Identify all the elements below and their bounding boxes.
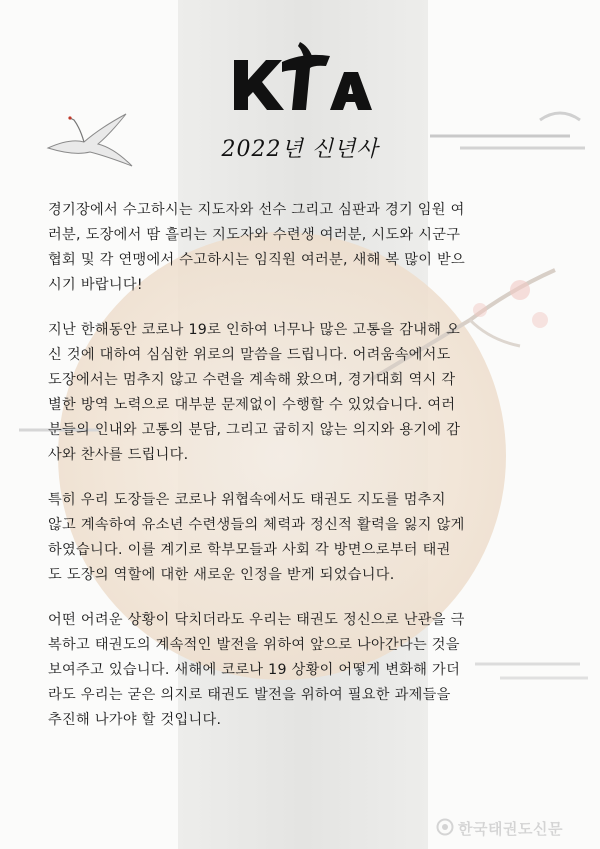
text-line: 경기장에서 수고하시는 지도자와 선수 그리고 심판과 경기 임원 여: [48, 202, 465, 218]
text-line: 신 것에 대하여 심심한 위로의 말씀을 드립니다. 어려움속에서도: [48, 347, 451, 363]
text-line: 보여주고 있습니다. 새해에 코로나 19 상황이 어떻게 변화해 가더: [48, 662, 461, 678]
watermark-text: 한국태권도신문: [458, 820, 563, 838]
text-line: 도장에서는 멈추지 않고 수련을 계속해 왔으며, 경기대회 역시 각: [48, 372, 456, 388]
kta-logo: [226, 38, 376, 118]
text-line: 않고 계속하여 유소년 수련생들의 체력과 정신적 활력을 잃지 않게: [48, 517, 465, 533]
text-line: 추진해 나가야 할 것입니다.: [48, 712, 222, 728]
paragraph-4: [48, 608, 568, 733]
text-line: 도 도장의 역할에 대한 새로운 인정을 받게 되었습니다.: [48, 567, 395, 583]
text-line: 특히 우리 도장들은 코로나 위협속에서도 태권도 지도를 멈추지: [48, 492, 446, 508]
text-line: 협회 및 각 연맹에서 수고하시는 임직원 여러분, 새해 복 많이 받으: [48, 252, 466, 268]
text-line: 지난 한해동안 코로나 19로 인하여 너무나 많은 고통을 감내해 오: [48, 322, 461, 338]
text-line: 시기 바랍니다!: [48, 277, 143, 293]
text-line: 러분, 도장에서 땀 흘리는 지도자와 수련생 여러분, 시도와 시군구: [48, 227, 461, 243]
newspaper-logo-icon: [436, 818, 454, 836]
text-line: 분들의 인내와 고통의 분담, 그리고 굽히지 않는 의지와 용기에 감: [48, 422, 461, 438]
text-line: 사와 찬사를 드립니다.: [48, 447, 189, 463]
text-line: 어떤 어려운 상황이 닥치더라도 우리는 태권도 정신으로 난관을 극: [48, 612, 465, 628]
text-line: 복하고 태권도의 계속적인 발전을 위하여 앞으로 나아간다는 것을: [48, 637, 460, 653]
text-line: 별한 방역 노력으로 대부분 문제없이 수행할 수 있었습니다. 여러: [48, 397, 456, 413]
letter-body: [48, 198, 568, 753]
paragraph-2: [48, 318, 568, 468]
paragraph-1: [48, 198, 568, 298]
paragraph-3: [48, 488, 568, 588]
text-line: 하였습니다. 이를 계기로 학부모들과 사회 각 방면으로부터 태권: [48, 542, 451, 558]
page-title: 2022년 신년사: [221, 137, 379, 162]
text-line: 라도 우리는 굳은 의지로 태권도 발전을 위하여 필요한 과제들을: [48, 687, 451, 703]
